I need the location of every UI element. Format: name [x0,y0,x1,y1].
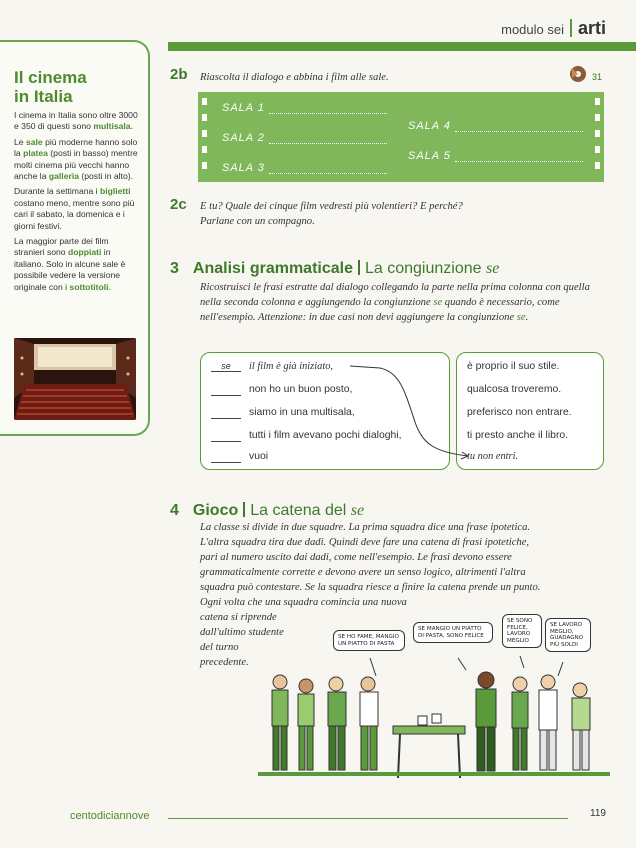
left-row-2[interactable]: non ho un buon posto, [211,384,352,396]
exercise-4-text: La classe si divide in due squadre. La prima squadra dice una frase ipotetica. L'altra squadra tira due dadi. Quindi deve fare una catena di frasi ipotetiche, pari al numero uscito dai dadi, come nell'esempio. Le frasi devono essere grammaticalmente corrette e devono avere un senso logico, altrimenti l'altra squadra può contestare. Se la squadra riesce a finire la catena prende un punto. Ogni volta che una squadra comincia una nuova [200,522,541,608]
exercise-2b-number: 2b [170,66,188,83]
exercise-3-instruction: Ricostruisci le frasi estratte dal dialogo collegando la parte nella prima colonna con quella nella seconda colonna e aggiungendo la congiunzione se quando è necessario, come nell'esempio. Attenzione: in due casi non devi aggiungere la congiunzione se. [200,282,590,323]
left-row-4[interactable]: tutti i film avevano pochi dialoghi, [211,430,401,442]
speech-bubble-1: SE HO FAME, MANGIO UN PIATTO DI PASTA [333,630,405,651]
exercise-4-text-tail: catena si riprende dall'ultimo studente del turno precedente. [200,612,284,668]
footer-page-word: centodiciannove [70,810,150,822]
exercise-2c-number: 2c [170,196,187,213]
sidebar-title: Il cinema in Italia [14,68,87,106]
left-row-1: se il film è già iniziato, [211,361,333,372]
speech-bubble-tails [370,656,563,676]
speech-bubble-4: SE LAVORO MEGLIO, GUADAGNO PIÙ SOLDI [545,618,591,652]
sala-5[interactable]: SALA 5 [408,150,583,162]
sala-4[interactable]: SALA 4 [408,120,583,132]
cinema-hall-photo [14,338,136,420]
example-connector-line [200,352,470,470]
sidebar-paragraph: Le sale più moderne hanno solo la platea (posti in basso) mentre molti cinema più vecchi hanno anche la galleria (posti in alto). [14,136,138,182]
right-row-5[interactable]: tu non entri. [467,451,519,462]
film-strip [198,92,604,182]
exercise-2b-instruction: Riascolta il dialogo e abbina i film alle sale. [200,72,389,83]
left-row-3[interactable]: siamo in una multisala, [211,407,355,419]
sidebar-cinema-box [0,40,150,436]
header-separator [570,19,572,37]
top-green-bar [168,42,636,51]
audio-track-icon[interactable] [568,64,590,84]
page-number: 119 [590,808,606,819]
speech-bubble-2: SE MANGIO UN PIATTO DI PASTA, SONO FELICE [413,622,493,643]
right-row-2[interactable]: qualcosa troveremo. [467,384,562,395]
right-row-3[interactable]: preferisco non entrare. [467,407,572,418]
left-row-5[interactable]: vuoi [211,451,268,463]
module-header [501,16,606,39]
sala-1[interactable]: SALA 1 [222,102,387,114]
exercise-4-heading: 4 Gioco La catena del se [170,502,365,519]
right-row-1[interactable]: è proprio il suo stile. [467,361,560,372]
sidebar-paragraph: La maggior parte dei film stranieri sono doppiati in italiano. Solo in alcune sale è possibile vedere la versione originale con i sottotitoli. [14,236,126,292]
sala-2[interactable]: SALA 2 [222,132,387,144]
students-game-illustration [258,650,610,782]
audio-track-number: 31 [592,72,603,82]
exercise-2c-text: E tu? Quale dei cinque film vedresti più volentieri? E perché? Parlane con un compagno. [200,201,463,227]
right-row-4[interactable]: ti presto anche il libro. [467,430,569,441]
sidebar-paragraph: Durante la settimana i biglietti costano meno, mentre sono più cari il sabato, la domenica e i giorni festivi. [14,186,135,231]
sidebar-text [14,110,138,293]
speech-bubble-3: SE SONO FELICE, LAVORO MEGLIO [502,614,542,648]
sidebar-paragraph: I cinema in Italia sono oltre 3000 e 350 di questi sono multisala. [14,110,138,132]
exercise-3-right-column [456,352,604,470]
footer-line [168,818,568,819]
sala-3[interactable]: SALA 3 [222,162,387,174]
exercise-3-heading: 3 Analisi grammaticale La congiunzione se [170,260,500,277]
section-label: arti [577,18,606,38]
module-label: modulo sei [501,22,564,37]
